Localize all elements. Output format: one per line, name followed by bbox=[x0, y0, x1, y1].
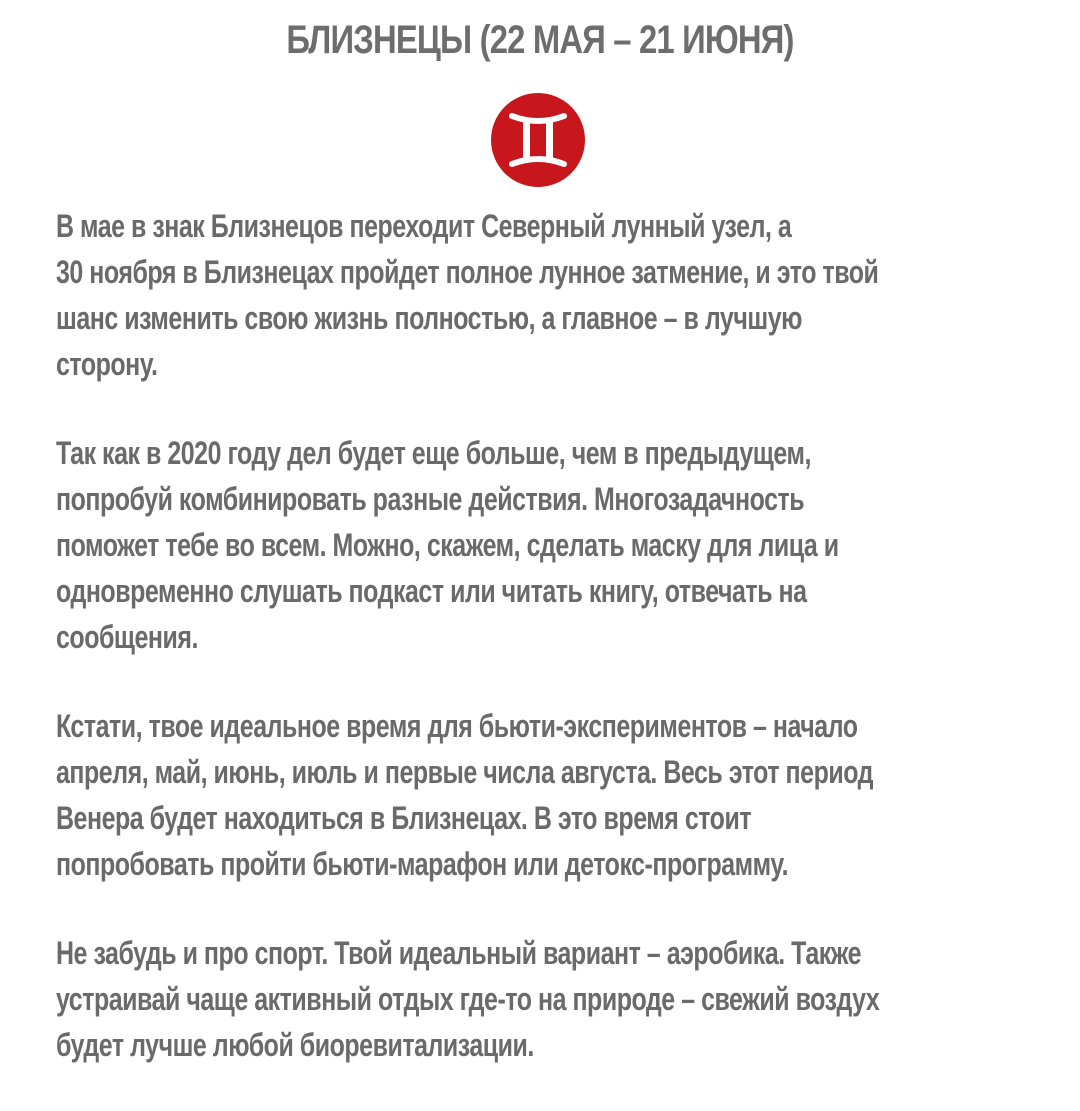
paragraph-3 bbox=[56, 703, 1056, 887]
text-line: сообщения. bbox=[56, 619, 198, 655]
text-line: Венера будет находиться в Близнецах. В это время стоит bbox=[56, 800, 752, 836]
text-line: устраивай чаще активный отдых где-то на природе – свежий воздух bbox=[56, 981, 880, 1017]
text-line: поможет тебе во всем. Можно, скажем, сделать маску для лица и bbox=[56, 527, 839, 563]
gemini-sign-icon bbox=[490, 92, 586, 188]
text-line: В мае в знак Близнецов переходит Северный лунный узел, а bbox=[56, 208, 792, 244]
article-body bbox=[56, 203, 1056, 1111]
text-line: шанс изменить свою жизнь полностью, а главное – в лучшую bbox=[56, 300, 802, 336]
text-line: одновременно слушать подкаст или читать книгу, отвечать на bbox=[56, 573, 807, 609]
paragraph-4 bbox=[56, 930, 1056, 1068]
text-line: Не забудь и про спорт. Твой идеальный вариант – аэробика. Также bbox=[56, 935, 862, 971]
text-line: апреля, май, июнь, июль и первые числа августа. Весь этот период bbox=[56, 754, 874, 790]
paragraph-2 bbox=[56, 430, 1056, 660]
sign-circle bbox=[491, 93, 585, 187]
text-line: попробовать пройти бьюти-марафон или детокс-программу. bbox=[56, 846, 789, 882]
text-line: сторону. bbox=[56, 346, 158, 382]
text-line: будет лучше любой биоревитализации. bbox=[56, 1027, 534, 1063]
text-line: попробуй комбинировать разные действия. Многозадачность bbox=[56, 481, 805, 517]
text-line: Кстати, твое идеальное время для бьюти-экспериментов – начало bbox=[56, 708, 858, 744]
text-line: Так как в 2020 году дел будет еще больше, чем в предыдущем, bbox=[56, 435, 811, 471]
text-line: 30 ноября в Близнецах пройдет полное лунное затмение, и это твой bbox=[56, 254, 879, 290]
paragraph-1 bbox=[56, 203, 1056, 387]
page-title: БЛИЗНЕЦЫ (22 МАЯ – 21 ИЮНЯ) bbox=[286, 18, 794, 62]
